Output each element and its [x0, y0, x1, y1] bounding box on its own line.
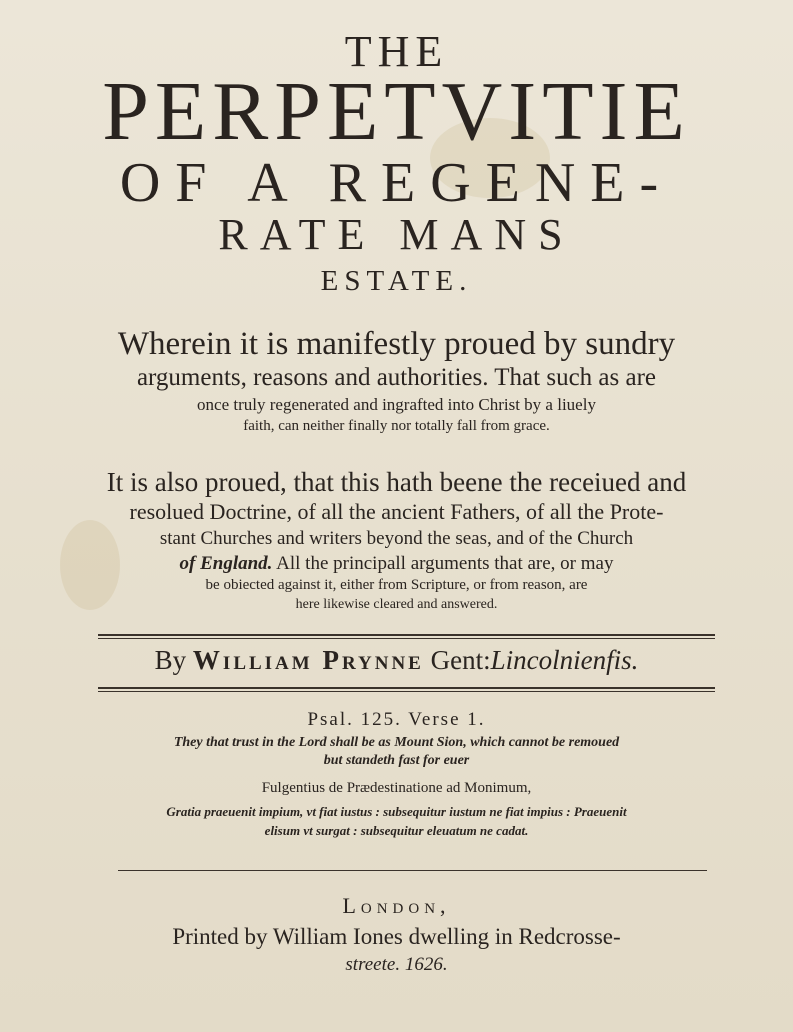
imprint-city: London,: [342, 893, 451, 918]
addendum-line: resolued Doctrine, of all the ancient Fathers, of all the Prote-: [129, 499, 664, 524]
author-prefix: By: [154, 645, 187, 675]
epigraph-verse-line: but standeth fast for euer: [323, 753, 470, 768]
epigraph: [0, 706, 793, 840]
imprint-street-year: streete. 1626.: [345, 954, 448, 975]
description-line: faith, can neither finally nor totally fall from grace.: [243, 418, 550, 434]
divider-rule: [118, 870, 707, 871]
addendum-line: It is also proued, that this hath beene the receiued and: [106, 467, 687, 497]
divider-rule: [98, 691, 715, 692]
addendum-line: [0, 551, 793, 576]
title-estate: ESTATE.: [320, 265, 473, 297]
addendum-line: here likewise cleared and answered.: [295, 597, 498, 612]
author-suffix: Gent:: [430, 645, 491, 675]
imprint: [0, 890, 793, 978]
author-name: William Prynne: [192, 645, 424, 675]
addendum-line: stant Churches and writers beyond the seas, and of the Church: [159, 528, 634, 549]
divider-rule: [98, 634, 715, 636]
title-of-a-regene: OF A REGENE-: [119, 152, 674, 214]
author-line: [0, 645, 793, 676]
title-the: THE: [344, 27, 449, 76]
england-word: of England.: [179, 553, 273, 574]
description-line: arguments, reasons and authorities. That such as are: [136, 364, 657, 391]
title-rate-mans: RATE MANS: [218, 210, 575, 259]
addendum-line: be obiected against it, either from Scripture, or from reason, are: [205, 577, 588, 593]
description-paragraph: [0, 326, 793, 436]
divider-rule: [98, 638, 715, 639]
divider-rule: [98, 687, 715, 689]
author-place: Lincolnienfis.: [490, 645, 639, 675]
addendum-paragraph: [0, 466, 793, 614]
title-perpetuitie: PERPETVITIE: [102, 65, 691, 158]
epigraph-heading: Psal. 125. Verse 1.: [307, 709, 486, 730]
addendum-line-text: All the principall arguments that are, or may: [276, 553, 614, 574]
imprint-printer: Printed by William Iones dwelling in Redcrosse-: [172, 924, 621, 949]
epigraph-latin-line: elisum vt surgat : subsequitur eleuatum ne cadat.: [264, 823, 529, 838]
description-line: once truly regenerated and ingrafted into Christ by a liuely: [197, 395, 596, 414]
epigraph-verse-line: They that trust in the Lord shall be as Mount Sion, which cannot be remoued: [173, 735, 620, 750]
description-line: Wherein it is manifestly proued by sundry: [117, 326, 676, 362]
epigraph-latin-line: Gratia praeuenit impium, vt fiat iustus : subsequitur iustum ne fiat impius : Praeuenit: [166, 804, 627, 819]
epigraph-source: Fulgentius de Prædestinatione ad Monimum,: [261, 780, 532, 796]
